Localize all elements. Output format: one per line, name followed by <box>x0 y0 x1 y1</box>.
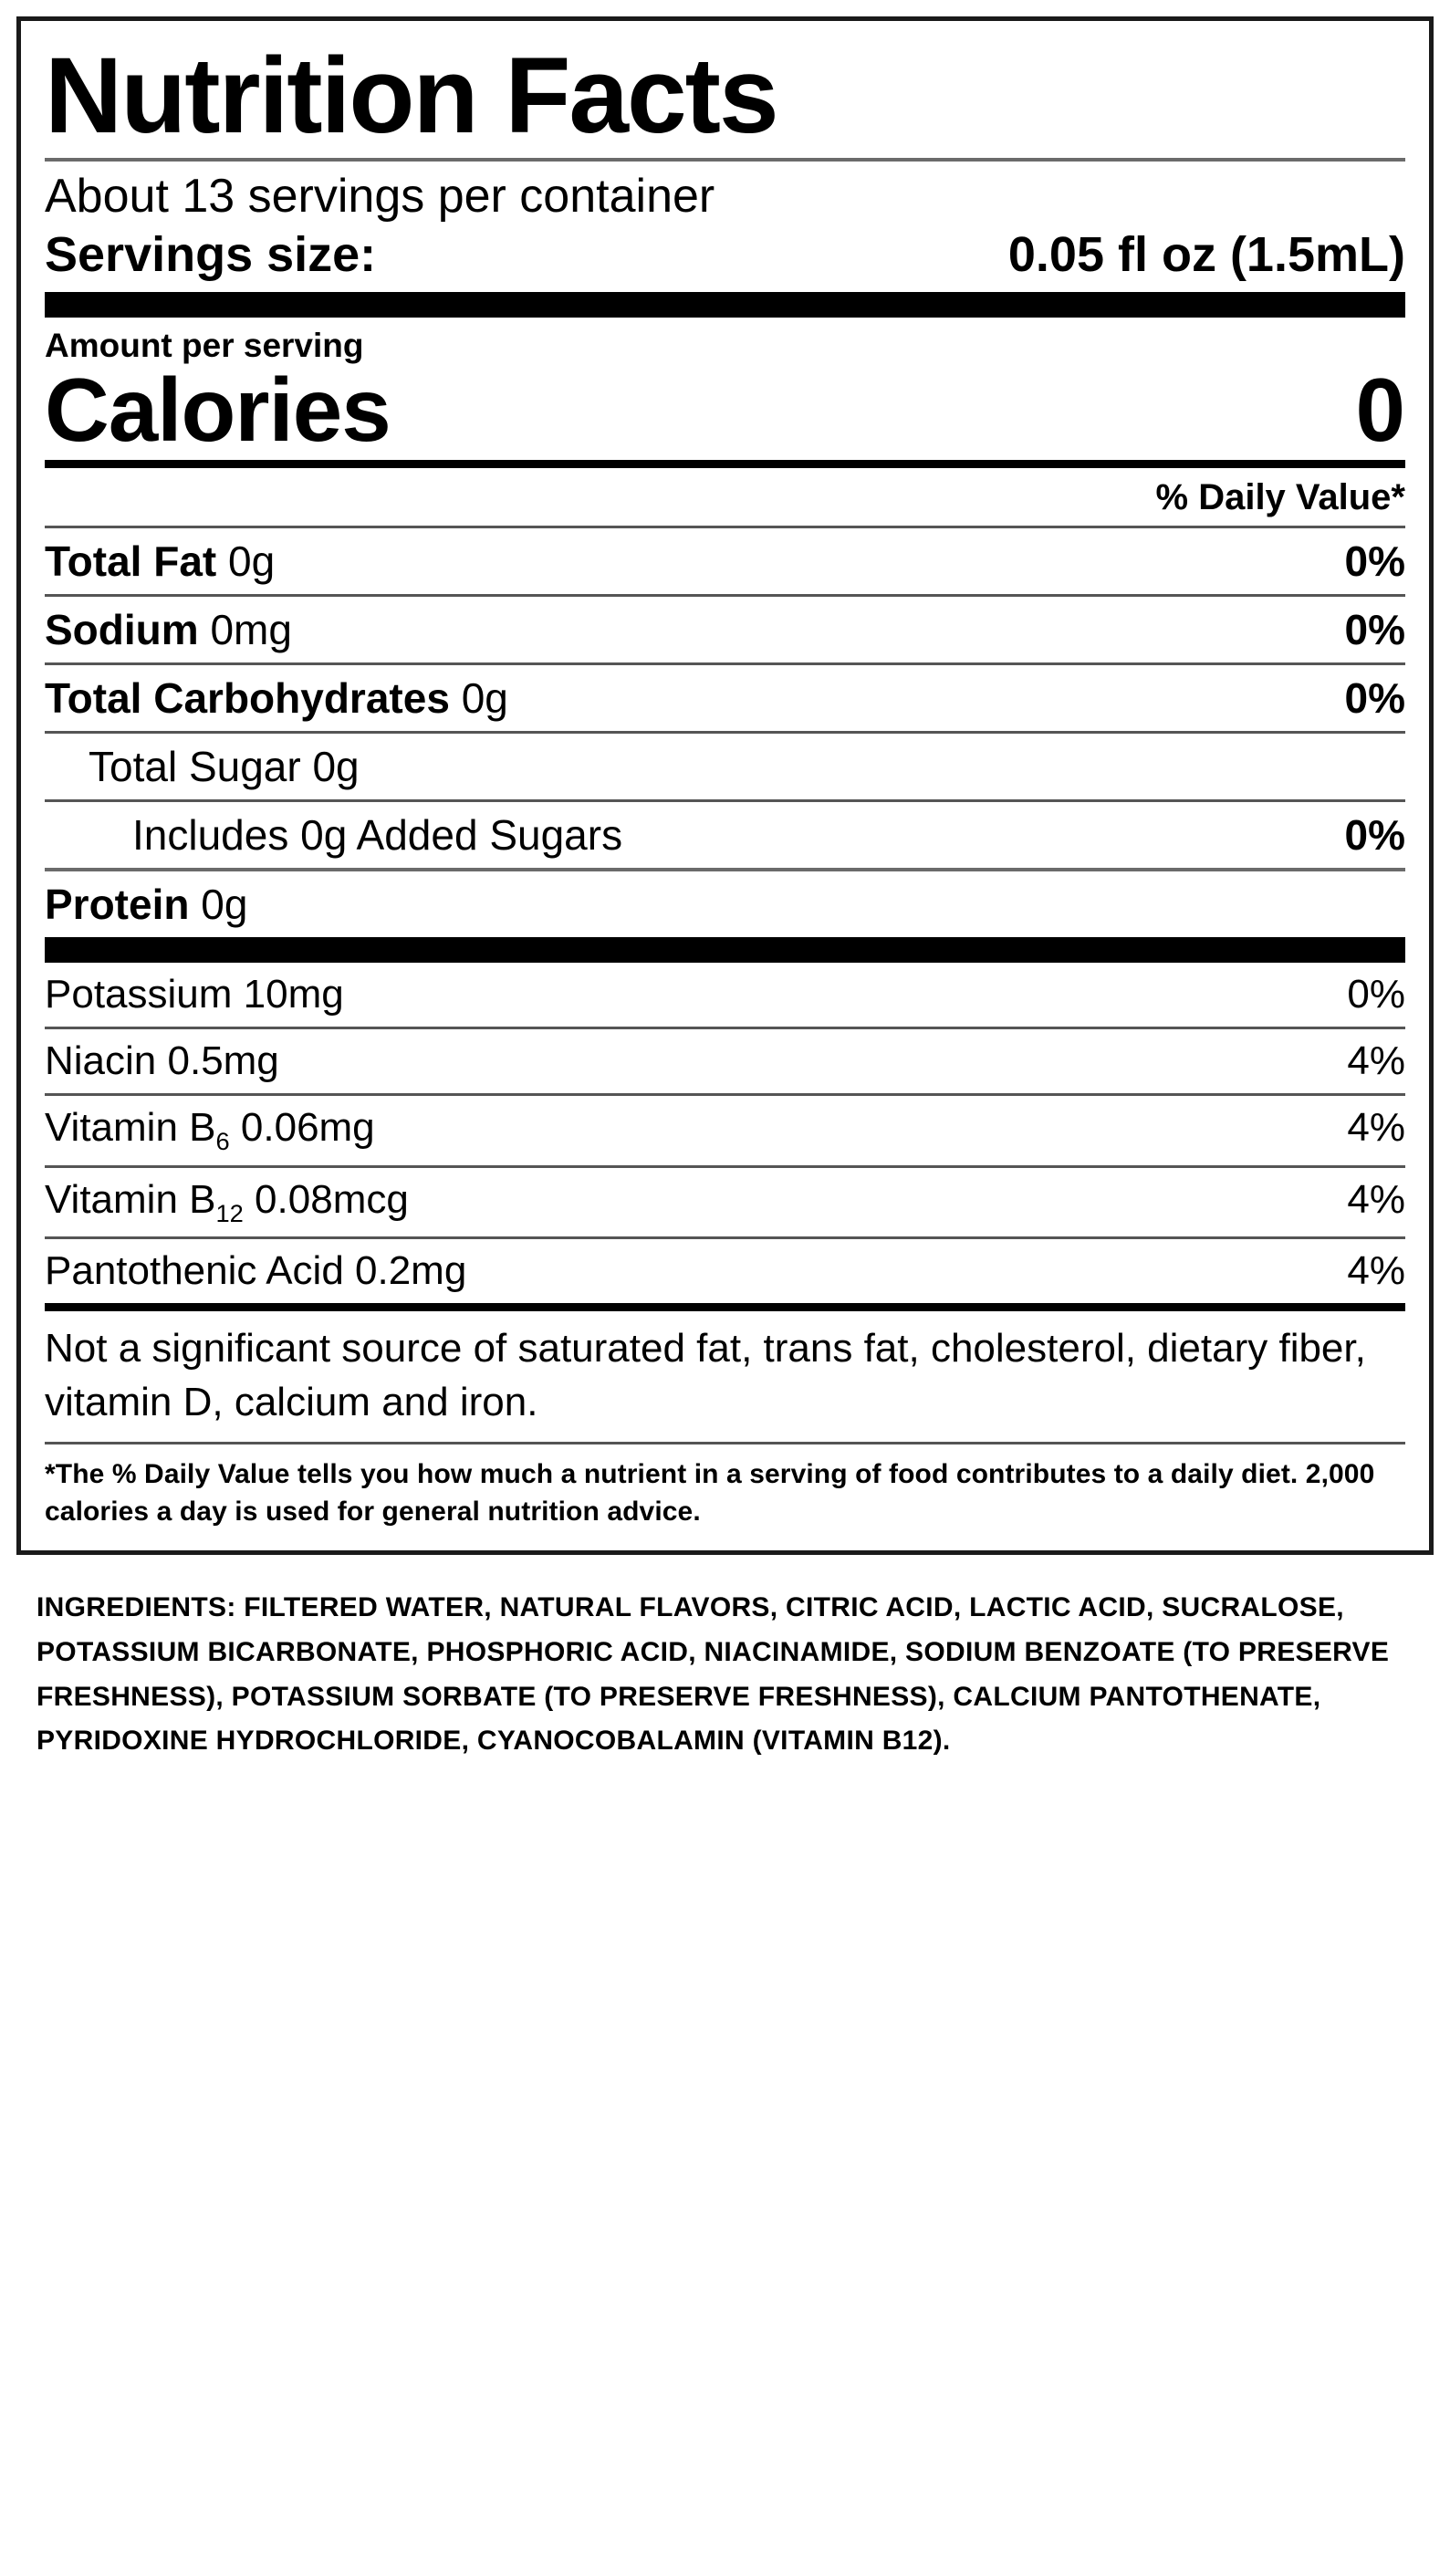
nutrient-dv: 0% <box>1347 971 1405 1017</box>
nutrient-name: Vitamin $B_6$ 0.06mg <box>45 1104 375 1155</box>
nutrition-facts-panel <box>16 16 1434 1555</box>
calories-value: 0 <box>1355 359 1405 460</box>
table-row <box>45 734 1405 799</box>
table-row <box>45 665 1405 731</box>
nutrient-name: Includes 0g Added Sugars <box>132 810 623 859</box>
nutrient-dv: 0% <box>1344 810 1405 859</box>
table-row <box>45 1239 1405 1303</box>
nutrient-dv: 0% <box>1344 605 1405 653</box>
serving-size-value: 0.05 fl oz (1.5mL) <box>1007 226 1405 282</box>
divider-thick-bottom <box>45 937 1405 963</box>
servings-per-container: About 13 servings per container <box>45 169 715 223</box>
table-row <box>45 802 1405 868</box>
nutrient-name: Total Fat 0g <box>45 537 276 585</box>
nutrient-name: Pantothenic Acid 0.2mg <box>45 1248 467 1294</box>
divider-thick-top <box>45 292 1405 318</box>
nutrient-dv: 4% <box>1347 1038 1405 1083</box>
table-row <box>45 528 1405 594</box>
nutrient-name: Total Carbohydrates 0g <box>45 673 508 722</box>
nutrient-dv: 4% <box>1347 1176 1405 1222</box>
daily-value-header: % Daily Value* <box>1155 476 1405 517</box>
nutrient-dv: 0% <box>1344 673 1405 722</box>
daily-value-footnote: *The % Daily Value tells you how much a nutrient in a serving of food contributes to a daily diet. 2,000 calories a day is used for general nutrition advice. <box>45 1458 1375 1528</box>
not-significant-source-text: Not a significant source of saturated fat, trans fat, cholesterol, dietary fiber, vitamin D, calcium and iron. <box>45 1326 1366 1424</box>
nutrient-name: Sodium 0mg <box>45 605 292 653</box>
nutrient-name: Niacin 0.5mg <box>45 1038 279 1083</box>
nutrient-name: Potassium 10mg <box>45 971 344 1017</box>
table-row <box>45 1029 1405 1093</box>
ingredients-text: INGREDIENTS: FILTERED WATER, NATURAL FLAVORS, CITRIC ACID, LACTIC ACID, SUCRALOSE, POTASSIUM BICARBONATE, PHOSPHORIC ACID, NIACINAMIDE, SODIUM BENZOATE (TO PRESERVE FRESHNESS), POTASSIUM SORBATE (TO PRESERVE FRESHNESS), CALCIUM PANTOTHENATE, PYRIDOXINE HYDROCHLORIDE, CYANOCOBALAMIN (VITAMIN B12). <box>37 1592 1390 1757</box>
calories-row <box>45 359 1405 460</box>
amount-per-serving-label: Amount per serving <box>45 326 364 364</box>
table-row <box>45 1096 1405 1165</box>
divider-under-vitamins <box>45 1303 1405 1311</box>
serving-size-label: Servings size: <box>45 226 377 282</box>
nutrient-name: Total Sugar 0g <box>89 742 360 790</box>
calories-label: Calories <box>45 359 391 460</box>
divider-under-calories <box>45 460 1405 468</box>
nutrient-dv: 0% <box>1344 537 1405 585</box>
table-row <box>45 871 1405 937</box>
nutrient-name: Protein 0g <box>45 880 248 928</box>
nutrient-name: Vitamin $B_{12}$ 0.08mcg <box>45 1176 409 1227</box>
nutrient-dv: 4% <box>1347 1248 1405 1294</box>
table-row <box>45 1168 1405 1237</box>
nutrient-dv: 4% <box>1347 1104 1405 1150</box>
table-row <box>45 597 1405 662</box>
serving-size-row <box>45 224 1405 292</box>
page-title: Nutrition Facts <box>45 36 777 156</box>
table-row <box>45 963 1405 1027</box>
